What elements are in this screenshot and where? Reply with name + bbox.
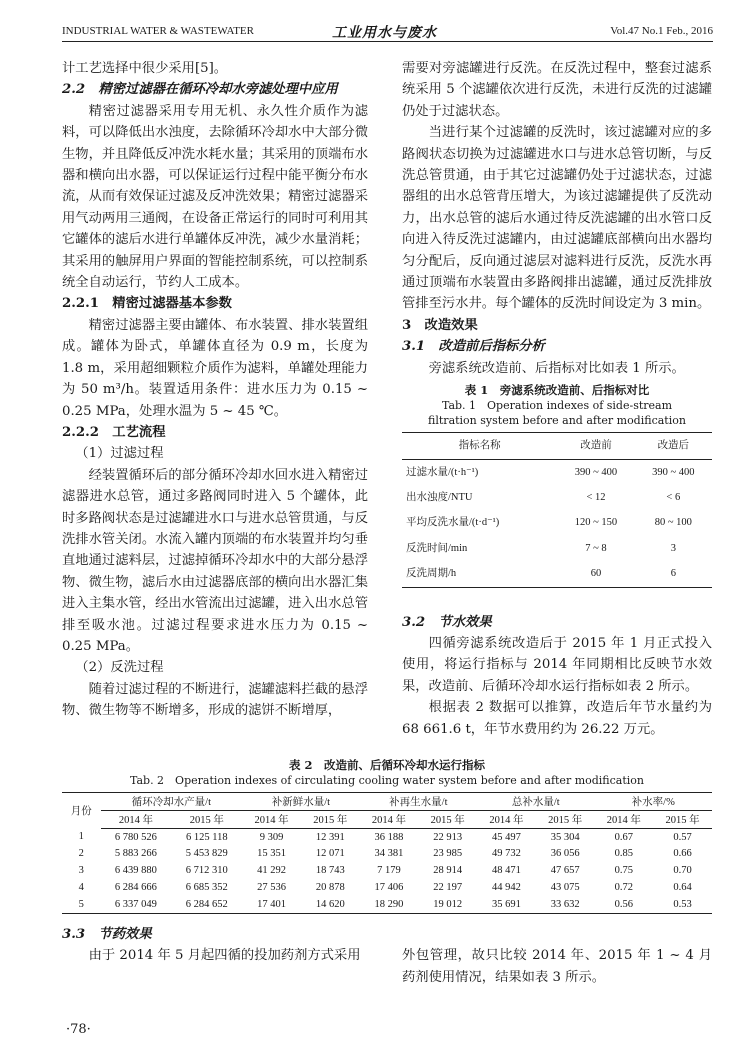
paragraph: 计工艺选择中很少采用[5]。 [62, 61, 228, 76]
table-cell: 6 685 352 [185, 882, 228, 894]
paragraph: 需要对旁滤罐进行反洗。在反洗过程中，整套过滤系统采用 5 个滤罐依次进行反洗，未进行反洗的过滤罐仍处于过滤状态。 [402, 61, 712, 119]
table-1 [402, 432, 712, 587]
table-cell: 22 913 [433, 831, 463, 843]
table-cell: 0.70 [673, 865, 692, 877]
subheading: （1）过滤过程 [75, 446, 164, 462]
table-cell: < 6 [666, 491, 681, 503]
table-cell: 5 883 266 [114, 848, 157, 860]
table-2 [62, 792, 712, 914]
table-cell: 12 391 [315, 831, 345, 843]
year-header: 2014 年 [360, 810, 419, 828]
table-cell: 6 284 652 [185, 899, 228, 911]
subheading: （2）反洗过程 [75, 660, 164, 676]
table-cell: 390 ~ 400 [652, 466, 695, 478]
caption-en: Tab. 1 Operation indexes of side-stream filtration system before and after modification [428, 399, 686, 428]
table-cell: 5 453 829 [185, 848, 228, 860]
table-cell: 反洗周期/h [406, 568, 457, 580]
section-heading: 3.3 节药效果 [62, 926, 152, 942]
table-cell: 14 620 [315, 899, 345, 911]
table-row [402, 561, 712, 587]
page-body [62, 0, 712, 1057]
group-header: 补水率/% [595, 792, 713, 810]
table-2-block [62, 758, 712, 914]
table-cell: 20 878 [315, 882, 345, 894]
paragraph: 经装置循环后的部分循环冷却水回水进入精密过滤器进水总管，通过多路阀同时进入 5 个罐体，此时多路阀状态是过滤罐进水口与进水总管贯通，与反洗排水管关闭。水流入罐内顶端的布水装置并均匀垂直地通过滤料层，过滤掉循环冷却水中的大部分悬浮物、微生物，滤后水由过滤器底部的横向出水器汇集进入主集水管，经出水管流出过滤罐，进入出水总管排至吸水池。过滤过程要求进水压力为 0.15 ~ 0.25 MPa。 [62, 467, 368, 654]
table-cell: 28 914 [433, 865, 463, 877]
year-header: 2014 年 [477, 810, 536, 828]
table-row [402, 536, 712, 561]
caption-zh: 表 2 改造前、后循环冷却水运行指标 [288, 757, 485, 772]
section-heading: 3.1 改造前后指标分析 [402, 339, 545, 355]
table-cell: 17 406 [374, 882, 404, 894]
table-cell: 35 304 [550, 831, 580, 843]
table-cell: 7 179 [377, 865, 401, 877]
table-cell: 12 071 [315, 848, 345, 860]
table-cell: 44 942 [491, 882, 521, 894]
header-month: 月份 [70, 806, 92, 818]
table-cell: 23 985 [433, 848, 463, 860]
bottom-right [402, 924, 712, 988]
table-cell: 60 [590, 568, 602, 580]
table-row [402, 510, 712, 535]
table-header: 改造后 [635, 433, 712, 459]
table-cell: 27 536 [257, 882, 286, 894]
group-header: 补新鲜水量/t [242, 792, 359, 810]
table-cell: 0.67 [614, 831, 634, 843]
year-header: 2014 年 [595, 810, 654, 828]
table-cell: 48 471 [491, 865, 521, 877]
table-cell: 出水浊度/NTU [406, 491, 473, 503]
table-cell: 47 657 [550, 865, 580, 877]
year-header: 2015 年 [171, 810, 242, 828]
section-heading: 3 改造效果 [402, 317, 478, 333]
table-row [62, 879, 712, 896]
table-cell: 6 337 049 [114, 899, 157, 911]
table-cell: 18 290 [374, 899, 404, 911]
table-cell: 4 [78, 882, 84, 894]
table-cell: 36 056 [550, 848, 580, 860]
table-cell: 36 188 [374, 831, 404, 843]
journal-name-zh: 工业用水与废水 [332, 26, 437, 41]
table-cell: 22 197 [433, 882, 463, 894]
table-cell: 3 [670, 542, 676, 554]
table-cell: 0.66 [673, 848, 692, 860]
table-cell: 6 125 118 [185, 831, 228, 843]
table-row [402, 459, 712, 485]
year-header: 2015 年 [653, 810, 712, 828]
section-heading: 2.2 精密过滤器在循环冷却水旁滤处理中应用 [62, 82, 338, 98]
two-column-text [62, 58, 712, 740]
year-header: 2015 年 [418, 810, 477, 828]
table-cell: 6 439 880 [114, 865, 157, 877]
year-header: 2015 年 [536, 810, 595, 828]
table-cell: 5 [78, 899, 84, 911]
table-cell: 7 ~ 8 [585, 542, 607, 554]
paragraph: 外包管理，故只比较 2014 年、2015 年 1 ~ 4 月药剂使用情况，结果如表 3 所示。 [402, 948, 712, 985]
table-cell: 49 732 [491, 848, 521, 860]
year-header: 2014 年 [242, 810, 301, 828]
table-row [62, 896, 712, 913]
table-row [62, 828, 712, 845]
table-row [402, 485, 712, 510]
table-cell: 0.53 [673, 899, 692, 911]
table-cell: < 12 [586, 491, 606, 503]
table-cell: 0.57 [673, 831, 692, 843]
running-header [62, 22, 713, 42]
table-header: 改造前 [557, 433, 634, 459]
table-row [62, 845, 712, 862]
table-cell: 0.56 [614, 899, 634, 911]
paragraph: 精密过滤器采用专用无机、永久性介质作为滤料，可以降低出水浊度，去除循环冷却水中大部分微生物，并且降低反冲洗水耗水量；其采用的顶端布水器和横向出水器，可以保证运行过程中能平衡分布水流，从而有效保证过滤及反冲洗效果；精密过滤器采用气动两用三通阀，在设备正常运行的同时可利用其它罐体的滤后水进行单罐体反冲洗，减少水量消耗；其采用的触屏用户界面的智能控制系统，可以控制系统全自动运行，节约人工成本。 [62, 103, 368, 291]
table-cell: 1 [78, 831, 84, 843]
issue-info: Vol.47 No.1 Feb., 2016 [610, 25, 713, 37]
left-column [62, 58, 368, 722]
table-cell: 41 292 [257, 865, 286, 877]
table1-caption [402, 383, 712, 428]
table-cell: 反洗时间/min [406, 542, 468, 554]
table-cell: 45 497 [491, 831, 521, 843]
paragraph: 随着过滤过程的不断进行，滤罐滤料拦截的悬浮物、微生物等不断增多，形成的滤饼不断增厚， [62, 681, 368, 719]
table-cell: 19 012 [433, 899, 463, 911]
bottom-text [62, 924, 712, 988]
section-heading: 2.2.1 精密过滤器基本参数 [62, 296, 232, 312]
table-cell: 2 [78, 848, 84, 860]
right-column [402, 58, 712, 740]
table-cell: 0.72 [614, 882, 634, 894]
bottom-left [62, 924, 368, 988]
table-cell: 0.85 [614, 848, 634, 860]
table-cell: 过滤水量/(t·h⁻¹) [406, 466, 479, 478]
group-header: 总补水量/t [477, 792, 594, 810]
table-cell: 35 691 [491, 899, 521, 911]
paragraph: 由于 2014 年 5 月起四循的投加药剂方式采用 [88, 948, 361, 964]
table-cell: 0.75 [614, 865, 634, 877]
table-cell: 平均反洗水量/(t·d⁻¹) [406, 517, 500, 529]
page-number: ·78· [66, 1022, 91, 1038]
caption-en: Tab. 2 Operation indexes of circulating cooling water system before and after modification [129, 773, 645, 787]
table-cell: 15 351 [257, 848, 286, 860]
table-cell: 6 284 666 [114, 882, 157, 894]
table-cell: 6 712 310 [185, 865, 228, 877]
table-cell: 120 ~ 150 [574, 517, 618, 529]
table-cell: 0.64 [673, 882, 692, 894]
table-cell: 3 [78, 865, 84, 877]
paragraph: 根据表 2 数据可以推算，改造后年节水量约为 68 661.6 t，年节水费用约为 26.22 万元。 [402, 700, 712, 737]
year-header: 2015 年 [301, 810, 360, 828]
caption-zh: 表 1 旁滤系统改造前、后指标对比 [464, 383, 650, 398]
section-heading: 2.2.2 工艺流程 [62, 424, 166, 440]
table-cell: 43 075 [550, 882, 580, 894]
table-cell: 9 309 [259, 831, 284, 843]
group-header: 循环冷却水产量/t [101, 792, 243, 810]
table-cell: 6 780 526 [114, 831, 157, 843]
paragraph: 旁滤系统改造前、后指标对比如表 1 所示。 [428, 360, 685, 376]
paragraph: 当进行某个过滤罐的反洗时，该过滤罐对应的多路阀状态切换为过滤罐进水口与进水总管切断，与反洗总管贯通，由于其它过滤罐仍处于过滤状态，过滤器组的出水总管背压增大，为该过滤罐提供了反洗动力，出水总管的滤后水通过待反洗滤罐的出水管口反向进入待反洗过滤罐内，由过滤罐底部横向出水器均匀分配后，反向通过滤层对滤料进行反洗，反洗水再通过顶端布水装置由多路阀排出滤罐，通过反洗排放管排至污水井。每个罐体的反洗时间设定为 3 min。 [402, 125, 712, 312]
paragraph: 精密过滤器主要由罐体、布水装置、排水装置组成。罐体为卧式，单罐体直径为 0.9 m，长度为 1.8 m，采用超细颗粒介质作为滤料，单罐处理能力为 50 m³/h。装置适用条件：进水压力为 0.15 ~ 0.25 MPa，处理水温为 5 ~ 45 ℃。 [62, 317, 368, 419]
table-cell: 6 [670, 568, 676, 580]
table-cell: 18 743 [315, 865, 345, 877]
table-header: 指标名称 [402, 433, 557, 459]
group-header: 补再生水量/t [360, 792, 477, 810]
table-cell: 390 ~ 400 [574, 466, 618, 478]
table-cell: 17 401 [257, 899, 286, 911]
table-cell: 80 ~ 100 [654, 517, 692, 529]
table-row [62, 862, 712, 879]
table-cell: 33 632 [550, 899, 580, 911]
table-cell: 34 381 [374, 848, 404, 860]
year-header: 2014 年 [101, 810, 172, 828]
paragraph: 四循旁滤系统改造后于 2015 年 1 月正式投入使用，将运行指标与 2014 年同期相比反映节水效果，改造前、后循环冷却水运行指标如表 2 所示。 [402, 635, 712, 694]
table2-caption [62, 758, 712, 788]
section-heading: 3.2 节水效果 [402, 614, 492, 630]
journal-name-en: INDUSTRIAL WATER & WASTEWATER [62, 25, 254, 37]
